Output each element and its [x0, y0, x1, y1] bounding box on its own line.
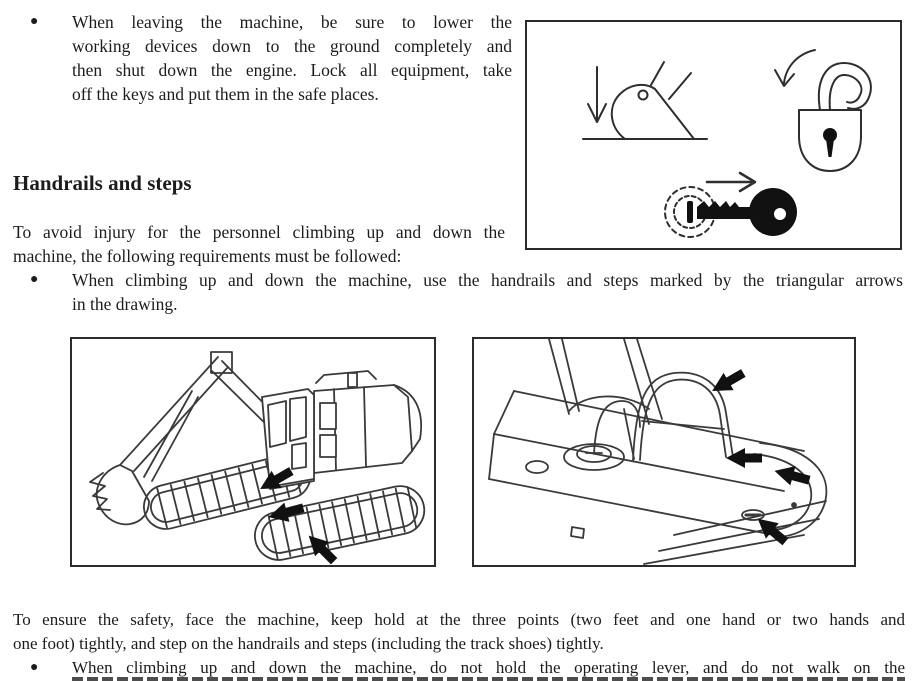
figure-excavator-access-points — [70, 337, 436, 567]
text-line: then shut down the engine. Lock all equipment, take — [72, 60, 512, 80]
shutdown-symbols-drawing — [527, 22, 900, 248]
figure-shutdown-symbols — [525, 20, 902, 250]
text-line: working devices down to the ground completely and — [72, 36, 512, 56]
text-line: When climbing up and down the machine, do not hold the operating lever, and do not walk on the — [72, 658, 905, 677]
text-line: To avoid injury for the personnel climbing up and down the — [13, 222, 505, 242]
boom-base — [549, 339, 662, 424]
bullet-item-use-handrails-text — [72, 268, 903, 316]
bullet-marker: ● — [30, 272, 39, 287]
text-line: off the keys and put them in the safe places. — [72, 84, 379, 104]
excavator-line-art — [72, 339, 434, 565]
heading-handrails-and-steps: Handrails and steps — [13, 171, 192, 195]
bullet-item-use-handrails — [14, 268, 903, 316]
figure-handrail-closeup — [472, 337, 856, 567]
paragraph-three-points — [13, 608, 905, 656]
handrail-line-art — [474, 339, 854, 565]
text-line: one foot) tightly, and step on the handrails and steps (including the track shoes) tightly. — [13, 634, 604, 653]
open-padlock-icon — [775, 50, 871, 171]
upper-body — [314, 371, 421, 473]
bullet-marker: ● — [30, 660, 39, 675]
text-line: When climbing up and down the machine, use the handrails and steps marked by the triangular arrows — [72, 270, 903, 290]
bullet-item-leaving-text — [72, 10, 512, 106]
lower-bucket-icon — [583, 62, 707, 139]
bullet-marker: ● — [30, 14, 39, 29]
remove-key-icon — [665, 173, 797, 237]
bullet-item-leaving — [14, 10, 512, 106]
bucket — [90, 465, 149, 524]
paragraph-intro — [13, 220, 505, 268]
boom-and-arm — [120, 352, 287, 481]
text-line: To ensure the safety, face the machine, keep hold at the three points (two feet and one hand or two hands and — [13, 610, 905, 629]
fuel-cap — [526, 444, 624, 538]
text-line: When leaving the machine, be sure to lower the — [72, 12, 512, 32]
text-line: machine, the following requirements must be followed: — [13, 246, 402, 266]
text-line: in the drawing. — [72, 294, 178, 314]
